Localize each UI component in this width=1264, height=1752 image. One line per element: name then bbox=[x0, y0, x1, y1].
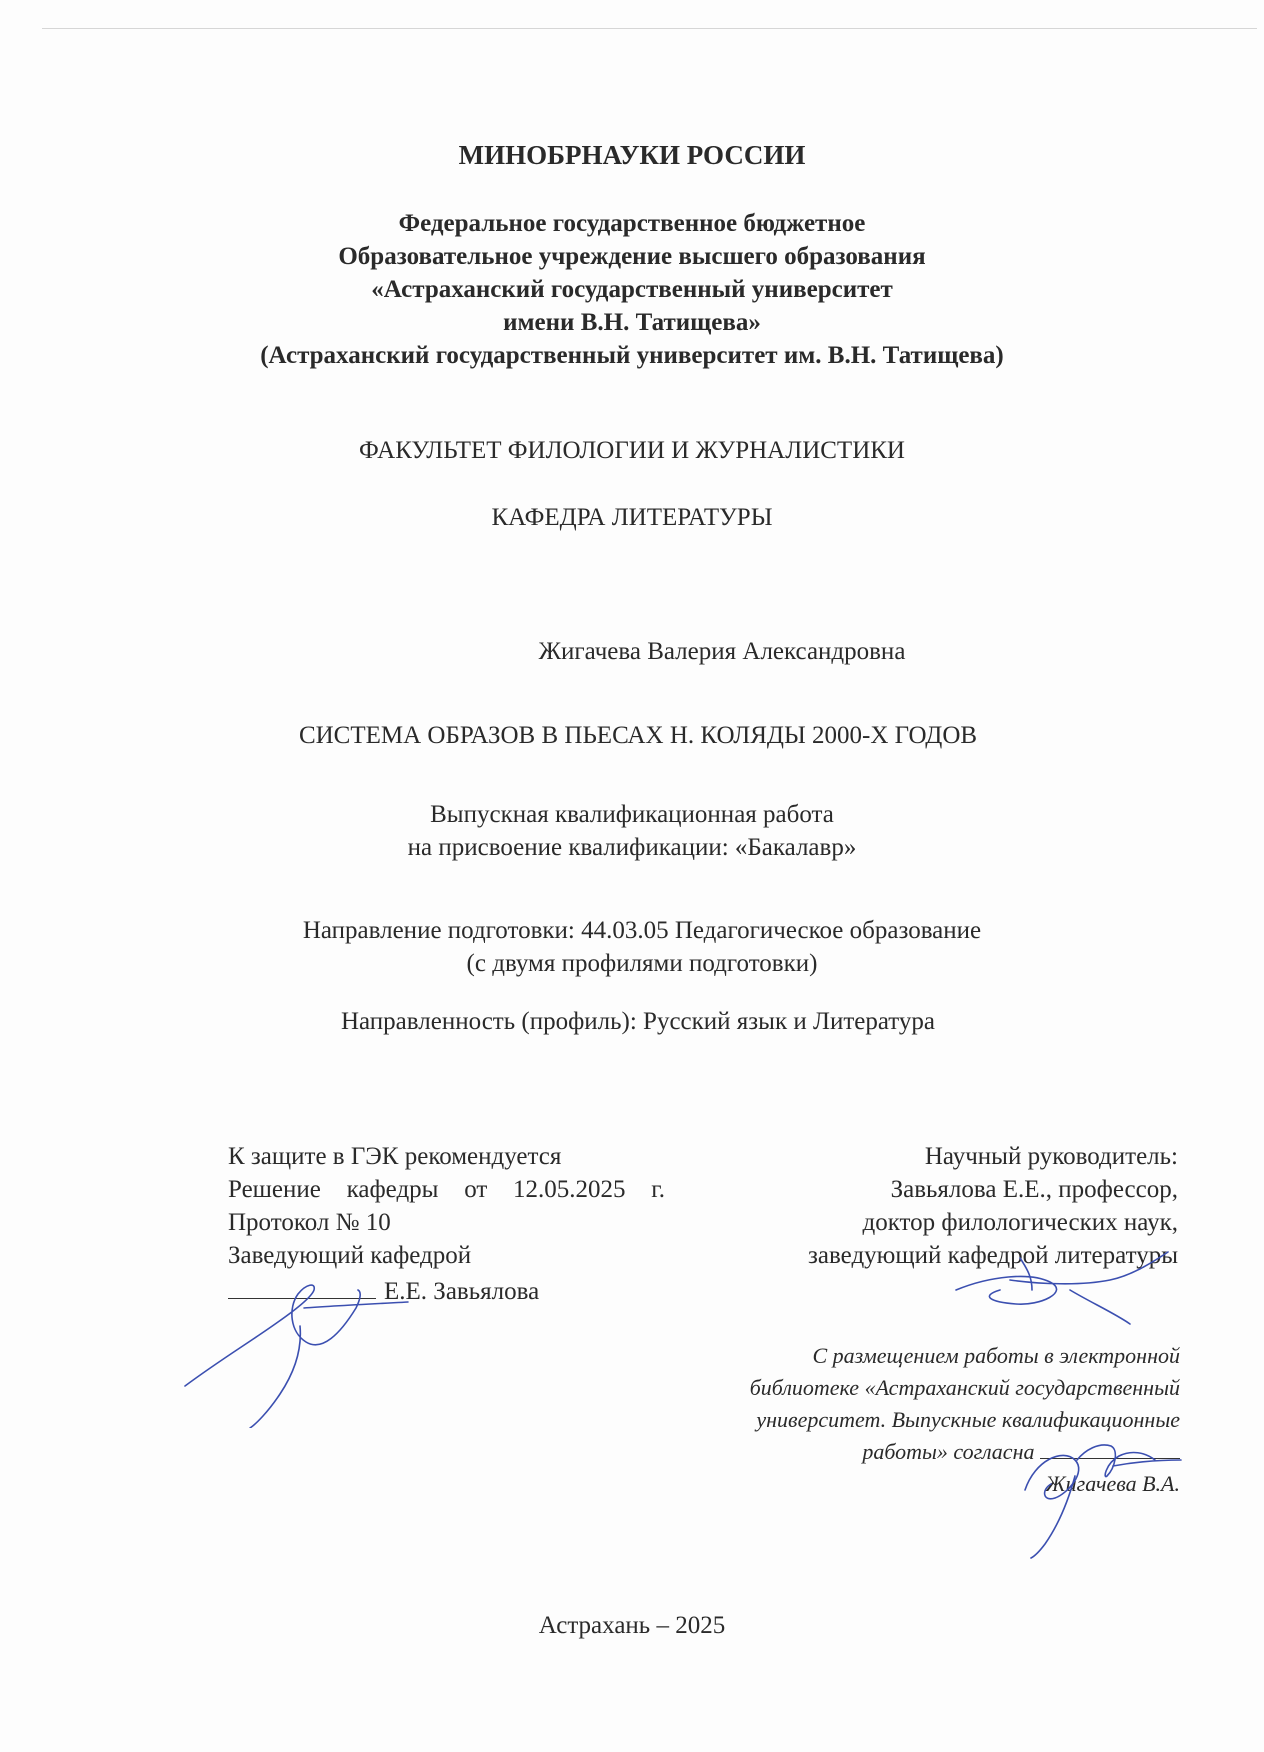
supervisor-block bbox=[658, 1140, 1178, 1272]
faculty-name: ФАКУЛЬТЕТ ФИЛОЛОГИИ И ЖУРНАЛИСТИКИ bbox=[359, 437, 905, 464]
head-signature-line bbox=[228, 1272, 678, 1308]
head-name: Е.Е. Завьялова bbox=[384, 1278, 540, 1305]
decision-word: г. bbox=[651, 1176, 665, 1203]
supervisor-label: Научный руководитель: bbox=[924, 1143, 1178, 1170]
university-line: «Астраханский государственный университет bbox=[371, 276, 893, 303]
supervisor-name: Завьялова Е.Е., профессор, bbox=[890, 1176, 1178, 1203]
study-direction bbox=[20, 914, 1264, 980]
consent-name: Жигачева В.А. bbox=[1045, 1471, 1180, 1496]
ministry-heading: МИНОБРНАУКИ РОССИИ bbox=[458, 140, 806, 170]
consent-block bbox=[660, 1340, 1180, 1500]
approval-decision bbox=[228, 1173, 665, 1206]
supervisor-degree: доктор филологических наук, bbox=[862, 1209, 1178, 1236]
decision-date: 12.05.2025 bbox=[513, 1176, 626, 1203]
consent-line bbox=[660, 1436, 1180, 1468]
city-year: Астрахань – 2025 bbox=[538, 1612, 726, 1639]
work-type-line: на присвоение квалификации: «Бакалавр» bbox=[407, 834, 857, 861]
university-name-block bbox=[0, 207, 1264, 372]
direction-line: (с двумя профилями подготовки) bbox=[466, 950, 818, 977]
work-type bbox=[0, 798, 1264, 864]
author-name: Жигачева Валерия Александровна bbox=[538, 638, 906, 665]
decision-word: от bbox=[464, 1176, 488, 1203]
university-line: Образовательное учреждение высшего образования bbox=[338, 243, 926, 270]
department-name: КАФЕДРА ЛИТЕРАТУРЫ bbox=[491, 504, 773, 531]
supervisor-position: заведующий кафедрой литературы bbox=[808, 1242, 1178, 1269]
university-line: Федеральное государственное бюджетное bbox=[398, 210, 866, 237]
study-profile: Направленность (профиль): Русский язык и Литература bbox=[340, 1008, 936, 1035]
approval-recommendation: К защите в ГЭК рекомендуется bbox=[228, 1143, 562, 1170]
scan-edge-line bbox=[42, 28, 1257, 29]
decision-word: кафедры bbox=[346, 1176, 439, 1203]
consent-line: библиотеке «Астраханский государственный bbox=[749, 1375, 1180, 1400]
consent-line: университет. Выпускные квалификационные bbox=[756, 1407, 1180, 1432]
thesis-title: СИСТЕМА ОБРАЗОВ В ПЬЕСАХ Н. КОЛЯДЫ 2000-Х ГОДОВ bbox=[298, 722, 978, 749]
consent-line: С размещением работы в электронной bbox=[812, 1343, 1180, 1368]
approval-block bbox=[228, 1140, 678, 1308]
head-label: Заведующий кафедрой bbox=[228, 1242, 472, 1269]
university-line: имени В.Н. Татищева» bbox=[503, 309, 761, 336]
consent-agree: работы» согласна bbox=[862, 1439, 1035, 1464]
signature-blank bbox=[228, 1272, 376, 1299]
approval-protocol: Протокол № 10 bbox=[228, 1209, 391, 1236]
work-type-line: Выпускная квалификационная работа bbox=[430, 801, 834, 828]
university-line: (Астраханский государственный университет им. В.Н. Татищева) bbox=[260, 342, 1004, 369]
direction-line: Направление подготовки: 44.03.05 Педагогическое образование bbox=[302, 917, 982, 944]
decision-word: Решение bbox=[228, 1176, 321, 1203]
signature-blank bbox=[1040, 1436, 1180, 1459]
